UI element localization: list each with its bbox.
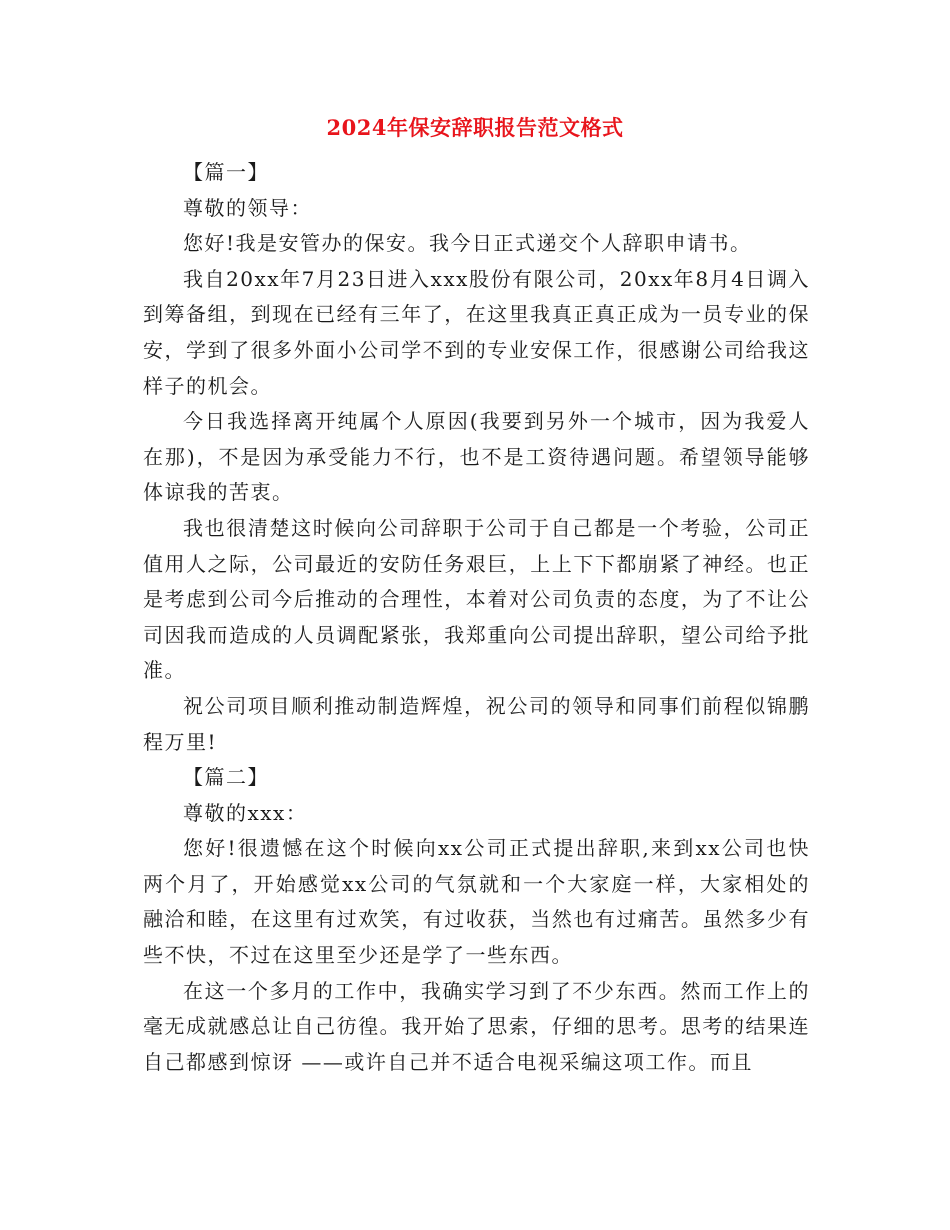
salutation-1: 尊敬的领导： [183,195,312,220]
salutation-2: 尊敬的xxx： [183,800,308,825]
paragraph: 今日我选择离开纯属个人原因(我要到另外一个城市，因为我爱人在那)，不是因为承受能力不行，也不是工资待遇问题。希望领导能够体谅我的苦衷。 [143,409,810,505]
document-body [143,155,810,1080]
paragraph: 祝公司项目顺利推动制造辉煌，祝公司的领导和同事们前程似锦鹏程万里! [143,693,810,754]
paragraph: 我也很清楚这时候向公司辞职于公司于自己都是一个考验，公司正值用人之际，公司最近的安防任务艰巨，上上下下都崩紧了神经。也正是考虑到公司今后推动的合理性，本着对公司负责的态度，为了不让公司因我而造成的人员调配紧张，我郑重向公司提出辞职，望公司给予批准。 [143,515,810,683]
section-heading-2: 【篇二】 [183,765,269,790]
paragraph: 我自20xx年7月23日进入xxx股份有限公司，20xx年8月4日调入到筹备组，到现在已经有三年了，在这里我真正真正成为一员专业的保安，学到了很多外面小公司学不到的专业安保工作，很感谢公司给我这样子的机会。 [143,266,810,398]
paragraph: 您好!很遗憾在这个时候向xx公司正式提出辞职,来到xx公司也快两个月了，开始感觉xx公司的气氛就和一个大家庭一样，大家相处的融洽和睦，在这里有过欢笑，有过收获，当然也有过痛苦。虽然多少有些不快，不过在这里至少还是学了一些东西。 [143,836,810,968]
paragraph: 在这一个多月的工作中，我确实学习到了不少东西。然而工作上的毫无成就感总让自己彷徨。我开始了思索，仔细的思考。思考的结果连自己都感到惊讶 ——或许自己并不适合电视采编这项工作。而且 [143,978,810,1074]
section-heading-1: 【篇一】 [183,160,269,184]
paragraph: 您好!我是安管办的保安。我今日正式递交个人辞职申请书。 [183,231,752,256]
document-title: 2024年保安辞职报告范文格式 [326,115,624,140]
